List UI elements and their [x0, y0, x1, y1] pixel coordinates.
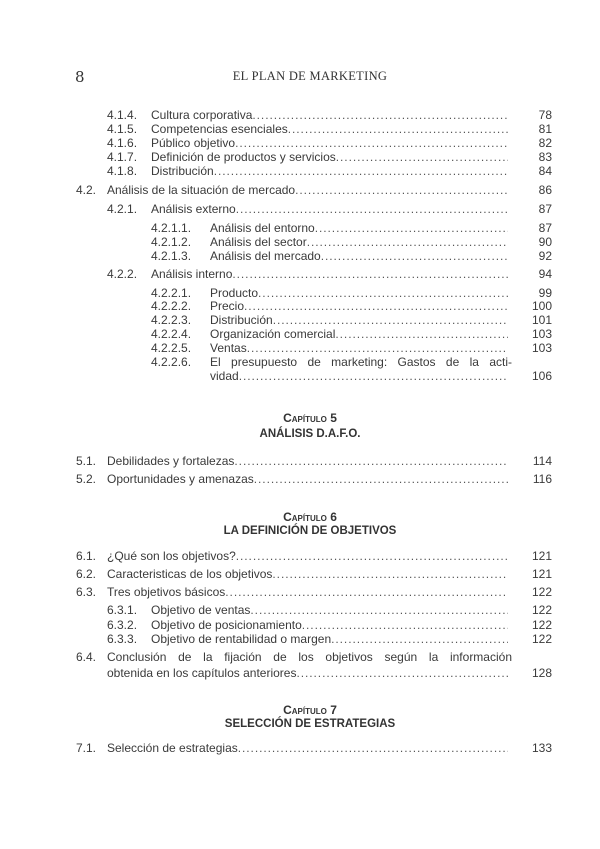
entry-title: Distribución	[151, 164, 214, 178]
chapter-label: Capítulo 7	[283, 703, 337, 717]
toc-entry[interactable]	[107, 136, 552, 150]
dot-leader	[307, 235, 508, 249]
entry-page: 103	[531, 327, 552, 341]
entry-title: vidad	[210, 369, 239, 383]
toc-entry[interactable]	[76, 585, 552, 599]
entry-page: 103	[531, 341, 552, 355]
dot-leader	[315, 221, 508, 235]
entry-number: 4.1.8.	[107, 164, 138, 178]
entry-page: 101	[531, 313, 552, 327]
dot-leader	[296, 666, 508, 680]
toc-entry[interactable]	[107, 122, 552, 136]
entry-page: 116	[532, 472, 552, 486]
entry-page: 87	[538, 221, 552, 235]
entry-number: 6.1.	[76, 549, 97, 563]
dot-leader	[288, 122, 508, 136]
entry-title: Objetivo de rentabilidad o margen	[151, 632, 332, 646]
toc-entry[interactable]	[107, 164, 552, 178]
toc-entry[interactable]	[76, 549, 552, 563]
entry-page: 121	[531, 567, 552, 581]
entry-number: 5.2.	[76, 472, 97, 486]
entry-number: 4.2.1.1.	[151, 221, 192, 235]
dot-leader	[302, 618, 508, 632]
toc-entry[interactable]	[151, 313, 552, 327]
dot-leader	[236, 549, 508, 563]
entry-title: Organización comercial	[210, 327, 336, 341]
entry-number: 4.1.4.	[107, 108, 138, 122]
dot-leader	[335, 327, 508, 341]
dot-leader	[232, 267, 508, 281]
entry-title: Oportunidades y amenazas	[107, 472, 254, 486]
toc-entry[interactable]	[76, 472, 552, 486]
entry-number: 6.3.1.	[107, 603, 138, 617]
toc-entry[interactable]	[107, 618, 552, 632]
entry-title-line1: El presupuesto de marketing: Gastos de la acti-	[210, 355, 512, 369]
chapter-label: Capítulo 6	[283, 510, 337, 524]
entry-number: 6.4.	[76, 650, 97, 664]
dot-leader	[234, 454, 508, 468]
entry-page: 78	[538, 108, 552, 122]
entry-number: 4.1.5.	[107, 122, 138, 136]
dot-leader	[238, 741, 508, 755]
page-number: 8	[75, 68, 85, 86]
dot-leader	[250, 603, 508, 617]
toc-entry[interactable]	[107, 202, 552, 216]
dot-leader	[239, 369, 508, 383]
toc-entry[interactable]	[151, 327, 552, 341]
entry-title: Análisis externo	[151, 202, 236, 216]
toc-entry[interactable]	[151, 286, 552, 300]
entry-title: ¿Qué son los objetivos?	[107, 549, 236, 563]
entry-page: 114	[532, 454, 552, 468]
entry-number: 5.1.	[76, 454, 97, 468]
entry-page: 94	[538, 267, 552, 281]
dot-leader	[273, 313, 508, 327]
entry-number: 4.2.	[76, 183, 97, 197]
entry-page: 87	[538, 202, 552, 216]
toc-entry[interactable]	[151, 235, 552, 249]
chapter-label: Capítulo 5	[283, 411, 337, 425]
entry-page: 122	[531, 585, 552, 599]
entry-title: Análisis del entorno	[210, 221, 315, 235]
dot-leader	[225, 585, 508, 599]
entry-title: Objetivo de ventas	[151, 603, 251, 617]
entry-title: Definición de productos y servicios	[151, 150, 336, 164]
running-title: EL PLAN DE MARKETING	[232, 69, 388, 83]
dot-leader	[247, 341, 508, 355]
entry-title: Caracteristicas de los objetivos	[107, 567, 273, 581]
dot-leader	[252, 108, 508, 122]
entry-title: Debilidades y fortalezas	[107, 454, 235, 468]
chapter-title: SELECCIÓN DE ESTRATEGIAS	[224, 718, 396, 730]
toc-entry[interactable]	[107, 108, 552, 122]
dot-leader	[235, 136, 508, 150]
toc-entry[interactable]	[151, 221, 552, 235]
dot-leader	[258, 286, 508, 300]
entry-title: obtenida en los capítulos anteriores	[107, 666, 297, 680]
toc-entry[interactable]	[76, 183, 552, 197]
entry-page: 121	[531, 549, 552, 563]
entry-number: 4.2.1.2.	[151, 235, 192, 249]
entry-page: 90	[538, 235, 552, 249]
toc-entry[interactable]	[107, 267, 552, 281]
toc-entry[interactable]	[76, 567, 552, 581]
entry-number: 6.3.	[76, 585, 97, 599]
entry-number: 4.1.6.	[107, 136, 138, 150]
entry-title: Selección de estrategias	[107, 741, 238, 755]
toc-entry[interactable]	[151, 369, 552, 383]
entry-number: 4.1.7.	[107, 150, 138, 164]
entry-page: 84	[538, 164, 552, 178]
dot-leader	[295, 183, 508, 197]
dot-leader	[331, 632, 508, 646]
entry-number: 4.2.2.2.	[151, 299, 192, 313]
chapter-title: ANÁLISIS D.A.F.O.	[259, 428, 361, 440]
toc-entry[interactable]	[151, 341, 552, 355]
toc-entry[interactable]	[107, 603, 552, 617]
entry-page: 122	[531, 618, 552, 632]
entry-number: 4.2.2.	[107, 267, 138, 281]
entry-page: 99	[538, 286, 552, 300]
entry-page: 83	[538, 150, 552, 164]
toc-entry[interactable]	[76, 454, 552, 468]
entry-number: 7.1.	[76, 741, 97, 755]
dot-leader	[336, 150, 508, 164]
dot-leader	[236, 202, 508, 216]
entry-title: Análisis interno	[151, 267, 233, 281]
entry-number: 4.2.2.4.	[151, 327, 192, 341]
entry-title: Distribución	[210, 313, 273, 327]
entry-title: Tres objetivos básicos	[107, 585, 226, 599]
entry-number: 4.2.2.6.	[151, 355, 192, 369]
entry-number: 6.3.3.	[107, 632, 138, 646]
entry-number: 6.3.2.	[107, 618, 138, 632]
entry-title: Análisis de la situación de mercado	[107, 183, 296, 197]
toc-entry[interactable]	[76, 741, 552, 755]
dot-leader	[244, 299, 508, 313]
entry-title: Ventas	[210, 341, 247, 355]
entry-title: Cultura corporativa	[151, 108, 253, 122]
entry-title: Análisis del mercado	[210, 249, 321, 263]
entry-page: 122	[531, 632, 552, 646]
dot-leader	[321, 249, 508, 263]
entry-page: 133	[531, 741, 552, 755]
entry-number: 4.2.2.1.	[151, 286, 192, 300]
entry-page: 122	[531, 603, 552, 617]
entry-page: 128	[531, 666, 552, 680]
entry-page: 92	[538, 249, 552, 263]
toc-entry[interactable]	[151, 249, 552, 263]
entry-number: 4.2.2.3.	[151, 313, 192, 327]
entry-page: 81	[538, 122, 552, 136]
dot-leader	[254, 472, 508, 486]
entry-title: Producto	[210, 286, 259, 300]
toc-entry[interactable]	[76, 666, 552, 680]
entry-number: 4.2.2.5.	[151, 341, 192, 355]
entry-number	[76, 666, 107, 680]
toc-entry[interactable]	[151, 299, 552, 313]
entry-page: 82	[538, 136, 552, 150]
toc-entry[interactable]	[107, 632, 552, 646]
entry-title-line1: Conclusión de la fijación de los objetivos según la información	[107, 650, 512, 664]
toc-entry[interactable]	[107, 150, 552, 164]
entry-title: Público objetivo	[151, 136, 236, 150]
chapter-title: LA DEFINICIÓN DE OBJETIVOS	[223, 525, 397, 537]
entry-title: Precio	[210, 299, 245, 313]
dot-leader	[272, 567, 508, 581]
entry-title: Objetivo de posicionamiento	[151, 618, 302, 632]
entry-number	[151, 369, 210, 383]
entry-page: 100	[531, 299, 552, 313]
entry-title: Competencias esenciales	[151, 122, 288, 136]
entry-number: 6.2.	[76, 567, 97, 581]
entry-page: 106	[531, 369, 552, 383]
entry-page: 86	[538, 183, 552, 197]
entry-number: 4.2.1.3.	[151, 249, 192, 263]
entry-number: 4.2.1.	[107, 202, 138, 216]
entry-title: Análisis del sector	[210, 235, 307, 249]
dot-leader	[214, 164, 508, 178]
